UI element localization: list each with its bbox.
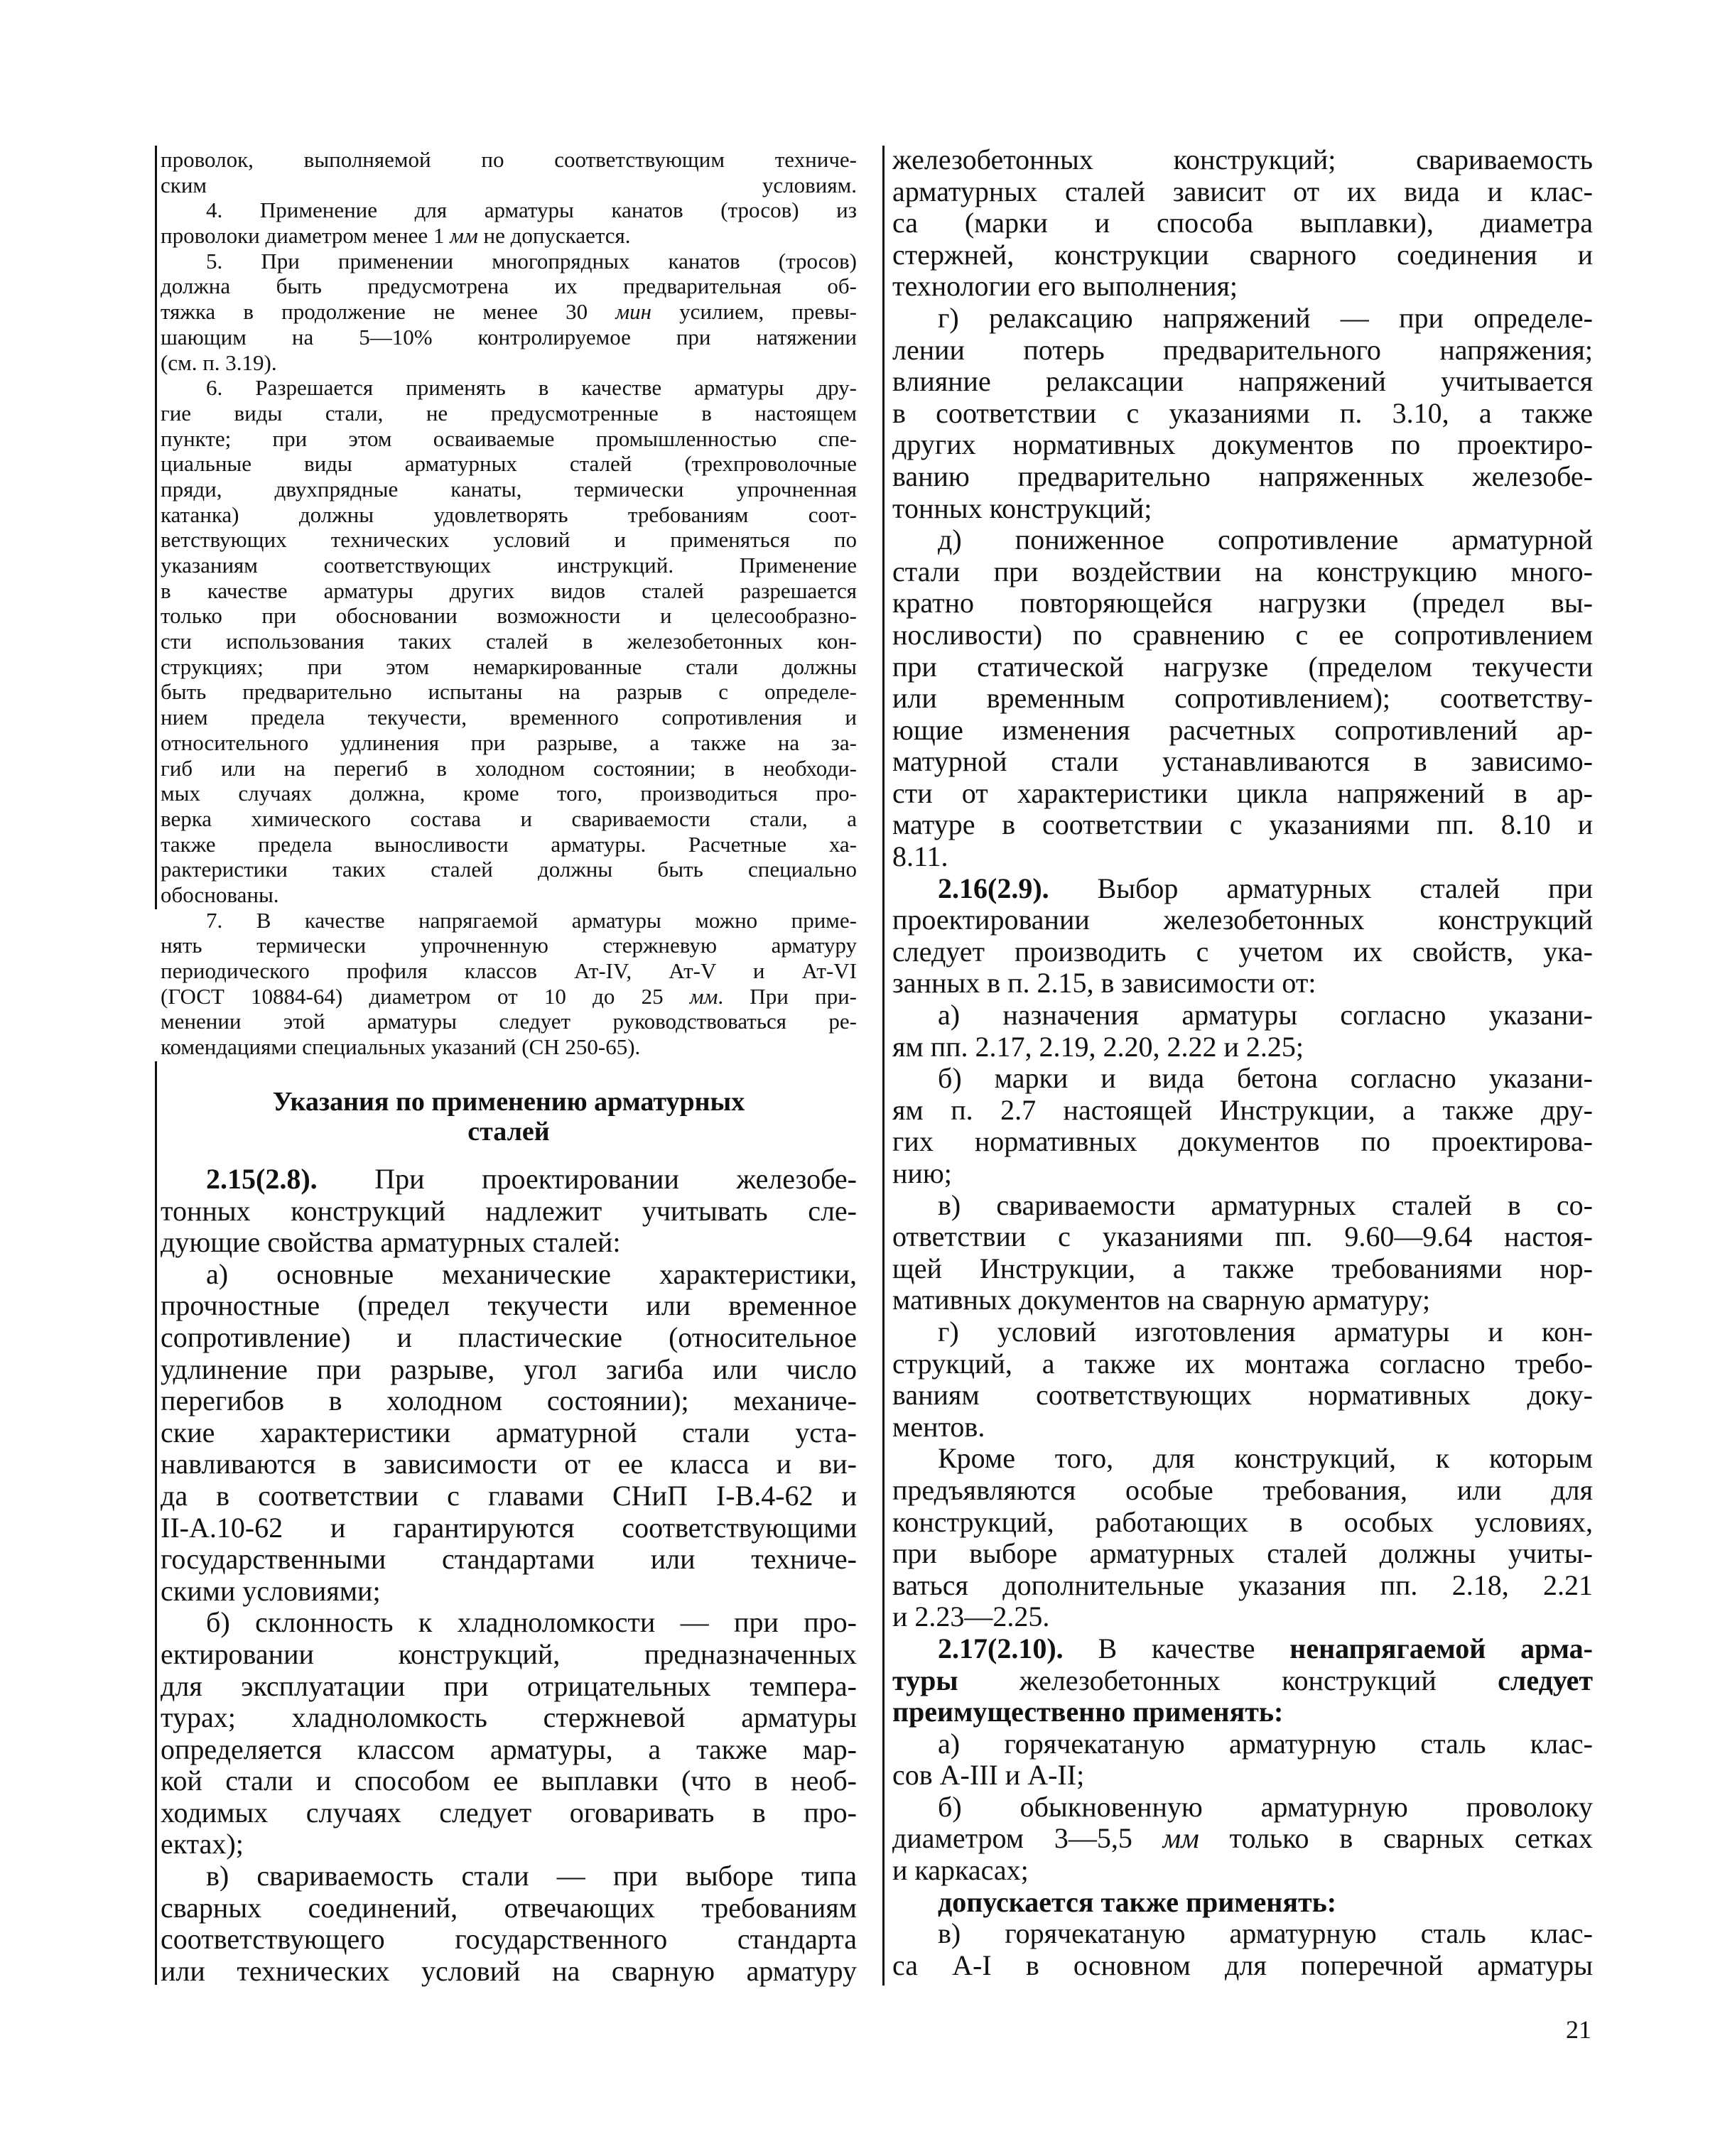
paragraph [892, 144, 1593, 303]
paragraph [161, 1860, 857, 1987]
text-line: стали при воздействии на конструкцию много- [892, 555, 1593, 587]
text-line: в соответствии с указаниями п. 3.10, а также [892, 396, 1593, 429]
text-line: д) пониженное сопротивление арматурной [938, 524, 1593, 556]
text-line: 8.11. [892, 840, 948, 873]
paragraph [892, 1000, 1593, 1063]
text-line: удлинение при разрыве, угол загиба или число [161, 1353, 857, 1385]
paragraph [161, 1607, 857, 1860]
text-line: предъявляются особые требования, или для [892, 1473, 1593, 1506]
text-line [161, 299, 857, 325]
text-segment: проволоки диаметром менее 1 [161, 223, 450, 249]
text-line [892, 1887, 1593, 1919]
text-line [161, 1164, 857, 1196]
text-line: технологии его выполнения; [892, 270, 1238, 303]
text-line: тонных конструкций; [892, 492, 1152, 524]
text-line [892, 1633, 1593, 1665]
text-line: сопротивление) и пластические (относительное [161, 1321, 857, 1353]
text-segment: железобетонных конструкций [958, 1664, 1498, 1696]
text-line: указаниям соответствующих инструкций. Применение [161, 553, 857, 578]
text-line: тонных конструкций надлежит учитывать сле- [161, 1194, 857, 1227]
text-line: ям п. 2.7 настоящей Инструкции, а также дру- [892, 1093, 1593, 1126]
text-line: ектировании конструкций, предназначенных [161, 1637, 857, 1670]
italic-unit: мм [689, 983, 718, 1009]
text-segment: В качестве [1063, 1632, 1290, 1664]
text-line: проволок, выполняемой по соответствующим техниче- [161, 147, 857, 172]
paragraph [892, 1918, 1593, 1981]
text-segment: . При при- [718, 983, 857, 1009]
section-heading-line2: сталей [467, 1117, 550, 1147]
text-line: циальные виды арматурных сталей (трехпроволочные [161, 451, 857, 477]
text-line: проектировании железобетонных конструкций [892, 904, 1593, 936]
text-segment: тяжка в продолжение не менее 30 [161, 299, 616, 325]
text-line: сов А-III и А-II; [892, 1759, 1085, 1792]
text-line: 7. В качестве напрягаемой арматуры можно приме- [206, 907, 857, 933]
text-line: сти от характеристики цикла напряжений в ар- [892, 776, 1593, 809]
text-line: верка химического состава и свариваемости стали, а [161, 806, 857, 831]
text-line: должна быть предусмотрена их предварительная об- [161, 273, 857, 299]
right-column-main-text [892, 144, 1593, 1981]
paragraph [892, 1190, 1593, 1316]
text-line: б) склонность к хладноломкости — при про- [206, 1606, 857, 1639]
text-line [892, 1696, 1593, 1728]
section-heading-line1: Указания по применению арматурных [272, 1087, 745, 1117]
text-line: кой стали и способом ее выплавки (что в необ- [161, 1765, 857, 1797]
section-heading [161, 1087, 857, 1147]
paragraph [161, 249, 857, 375]
paragraph [892, 1316, 1593, 1443]
text-line: или технических условий на сварную арматуру [161, 1954, 857, 1987]
text-line: или временным сопротивлением); соответству- [892, 682, 1593, 715]
text-line: г) условий изготовления арматуры и кон- [938, 1315, 1593, 1348]
text-line: II-А.10-62 и гарантируются соответствующими [161, 1511, 857, 1544]
text-line: б) обыкновенную арматурную проволоку [938, 1790, 1593, 1823]
margin-rule-left-top [155, 146, 157, 909]
paragraph [161, 147, 857, 197]
text-line: и 2.23—2.25. [892, 1600, 1050, 1633]
margin-rule-left-bottom [155, 1061, 157, 1985]
bold-text: 2.16(2.9). [938, 872, 1049, 904]
paragraph [892, 873, 1593, 1000]
text-line: струкциях; при этом немаркированные стали должны [161, 654, 857, 679]
text-line: сварных соединений, отвечающих требованиям [161, 1891, 857, 1924]
text-line: определяется классом арматуры, а также мар- [161, 1733, 857, 1765]
text-line: других нормативных документов по проектиро- [892, 428, 1593, 461]
text-line: ванию предварительно напряженных железобе- [892, 460, 1593, 492]
text-line: в) свариваемости арматурных сталей в со- [938, 1188, 1593, 1221]
text-line [892, 1665, 1593, 1697]
text-line: гих нормативных документов по проектирова- [892, 1125, 1593, 1158]
text-line: обоснованы. [161, 882, 279, 907]
text-line: щей Инструкции, а также требованиями нор- [892, 1252, 1593, 1284]
text-line [161, 223, 857, 249]
text-segment: не допускается. [477, 223, 631, 249]
text-line: сти использования таких сталей в железобетонных кон- [161, 629, 857, 654]
bold-text: преимущественно применять: [892, 1696, 1284, 1728]
text-line: занных в п. 2.15, в зависимости от: [892, 967, 1316, 1000]
text-line: относительного удлинения при разрыве, а также на за- [161, 730, 857, 755]
text-line: гиб или на перегиб в холодном состоянии; в необходи- [161, 755, 857, 781]
text-line: быть предварительно испытаны на разрыв с определе- [161, 679, 857, 705]
text-line: скими условиями; [161, 1574, 381, 1607]
text-segment: усилием, превы- [651, 299, 857, 325]
text-line: для эксплуатации при отрицательных темпера- [161, 1669, 857, 1702]
text-line: стержней, конструкции сварного соединения и [892, 238, 1593, 271]
text-segment: диаметром 3—5,5 [892, 1822, 1163, 1855]
text-line: лении потерь предварительного напряжения; [892, 333, 1593, 366]
bold-text: следует [1498, 1664, 1593, 1696]
paragraph [892, 303, 1593, 524]
paragraph [161, 1164, 857, 1259]
text-line: нием предела текучести, временного сопротивления и [161, 705, 857, 730]
text-line: в) свариваемость стали — при выборе типа [206, 1860, 857, 1892]
text-line: рактеристики таких сталей должны быть специально [161, 857, 857, 882]
paragraph [892, 524, 1593, 873]
text-line: а) горячекатаную арматурную сталь клас- [938, 1727, 1593, 1760]
text-line: да в соответствии с главами СНиП I-В.4-62 и [161, 1479, 857, 1512]
text-line: ваться дополнительные указания пп. 2.18, 2.21 [892, 1569, 1593, 1601]
paragraph [892, 1792, 1593, 1887]
paragraph [161, 908, 857, 1060]
left-column-small-text [161, 147, 857, 1060]
paragraph [892, 1887, 1593, 1919]
text-line: матуре в соответствии с указаниями пп. 8.10 и [892, 808, 1593, 841]
text-segment: (ГОСТ 10884-64) диаметром от 10 до 25 [161, 983, 690, 1009]
text-line: кратно повторяющейся нагрузки (предел вы- [892, 587, 1593, 619]
text-line: влияние релаксации напряжений учитывается [892, 365, 1593, 398]
text-line: гие виды стали, не предусмотренные в настоящем [161, 400, 857, 426]
text-line: 4. Применение для арматуры канатов (тросов) из [206, 197, 857, 223]
text-line: нять термически упрочненную стержневую арматуру [161, 933, 857, 958]
text-line: шающим на 5—10% контролируемое при натяжении [161, 324, 857, 350]
text-line: прочностные (предел текучести или временное [161, 1289, 857, 1322]
paragraph [892, 1443, 1593, 1633]
text-line: са (марки и способа выплавки), диаметра [892, 207, 1593, 239]
bold-text: ненапрягаемой арма- [1289, 1632, 1593, 1664]
text-line [161, 984, 857, 1009]
text-line: ментов. [892, 1410, 985, 1443]
bold-text: 2.17(2.10). [938, 1632, 1064, 1664]
text-line: в) горячекатаную арматурную сталь клас- [938, 1917, 1593, 1950]
text-line: Кроме того, для конструкций, к которым [938, 1442, 1593, 1475]
text-line: периодического профиля классов Ат-IV, Ат-V и Ат-VI [161, 958, 857, 983]
bold-text: 2.15(2.8). [206, 1163, 318, 1195]
text-line: ходимых случаях следует оговаривать в про- [161, 1796, 857, 1829]
text-segment: только в сварных сетках [1199, 1822, 1593, 1855]
text-line: носливости) по сравнению с ее сопротивлением [892, 618, 1593, 651]
text-line: в качестве арматуры других видов сталей разрешается [161, 578, 857, 603]
text-line: нию; [892, 1157, 952, 1189]
text-line: ющие изменения расчетных сопротивлений ар- [892, 713, 1593, 746]
text-line: 5. При применении многопрядных канатов (тросов) [206, 248, 857, 273]
text-line: мых случаях должна, кроме того, производиться про- [161, 781, 857, 806]
text-line: только при обосновании возможности и целесообразно- [161, 603, 857, 629]
italic-unit: мм [1162, 1822, 1199, 1855]
text-segment: При проектировании железобе- [317, 1163, 857, 1195]
paragraph [892, 1728, 1593, 1792]
text-line: ские характеристики арматурной стали уста- [161, 1416, 857, 1448]
text-line: и каркасах; [892, 1854, 1029, 1887]
text-line: б) марки и вида бетона согласно указани- [938, 1062, 1593, 1095]
text-line: струкций, а также их монтажа согласно требо- [892, 1347, 1593, 1380]
text-line: соответствующего государственного стандарта [161, 1923, 857, 1956]
text-line: ям пп. 2.17, 2.19, 2.20, 2.22 и 2.25; [892, 1030, 1304, 1063]
bold-text: туры [892, 1664, 958, 1696]
text-line: также предела выносливости арматуры. Расчетные ха- [161, 831, 857, 857]
text-line: перегибов в холодном состоянии); механиче- [161, 1385, 857, 1417]
paragraph [161, 1259, 857, 1608]
margin-rule-right [882, 146, 885, 1986]
text-line: конструкций, работающих в особых условиях, [892, 1505, 1593, 1538]
text-line: пряди, двухпрядные канаты, термически упрочненная [161, 476, 857, 502]
paragraph [892, 1063, 1593, 1189]
text-line: а) основные механические характеристики, [206, 1257, 857, 1290]
text-line: при выборе арматурных сталей должны учиты- [892, 1537, 1593, 1570]
text-line: комендациями специальных указаний (СН 250-65). [161, 1034, 641, 1060]
text-line: мативных документов на сварную арматуру; [892, 1284, 1431, 1316]
text-line: а) назначения арматуры согласно указани- [938, 999, 1593, 1031]
text-line: ветствующих технических условий и применяться по [161, 527, 857, 553]
text-line: турах; хладноломкость стержневой арматуры [161, 1701, 857, 1734]
text-line: менении этой арматуры следует руководствоваться ре- [161, 1009, 857, 1034]
italic-unit: мм [450, 223, 478, 249]
text-line [892, 1823, 1593, 1855]
left-column-main-text [161, 1164, 857, 1987]
text-line: государственными стандартами или техниче- [161, 1543, 857, 1576]
text-line: матурной стали устанавливаются в зависимо- [892, 745, 1593, 778]
text-line: г) релаксацию напряжений — при определе- [938, 301, 1593, 334]
text-segment: Выбор арматурных сталей при [1049, 872, 1593, 904]
page-number: 21 [1566, 2015, 1591, 2044]
text-line: железобетонных конструкций; свариваемость [892, 143, 1593, 175]
paragraph [161, 197, 857, 248]
text-line: 6. Разрешается применять в качестве арматуры дру- [206, 375, 857, 401]
paragraph [892, 1633, 1593, 1728]
text-line: дующие свойства арматурных сталей: [161, 1226, 621, 1259]
text-line: ответствии с указаниями пп. 9.60—9.64 настоя- [892, 1220, 1593, 1253]
italic-unit: мин [615, 299, 651, 325]
text-line: (см. п. 3.19). [161, 350, 277, 375]
text-line: ваниям соответствующих нормативных доку- [892, 1379, 1593, 1412]
text-line: арматурных сталей зависит от их вида и клас- [892, 175, 1593, 207]
text-line: ским условиям. [161, 172, 857, 197]
bold-text: допускается также применять: [938, 1885, 1337, 1918]
text-line: при статической нагрузке (пределом текучести [892, 650, 1593, 683]
text-line: катанка) должны удовлетворять требованиям соот- [161, 502, 857, 527]
text-line: пункте; при этом осваиваемые промышленностью спе- [161, 426, 857, 451]
text-line: са А-I в основном для поперечной арматуры [892, 1949, 1593, 1981]
paragraph [161, 375, 857, 907]
text-line: следует производить с учетом их свойств, ука- [892, 935, 1593, 968]
text-line: навливаются в зависимости от ее класса и ви- [161, 1448, 857, 1480]
text-line: ектах); [161, 1828, 244, 1860]
text-line [892, 873, 1593, 905]
